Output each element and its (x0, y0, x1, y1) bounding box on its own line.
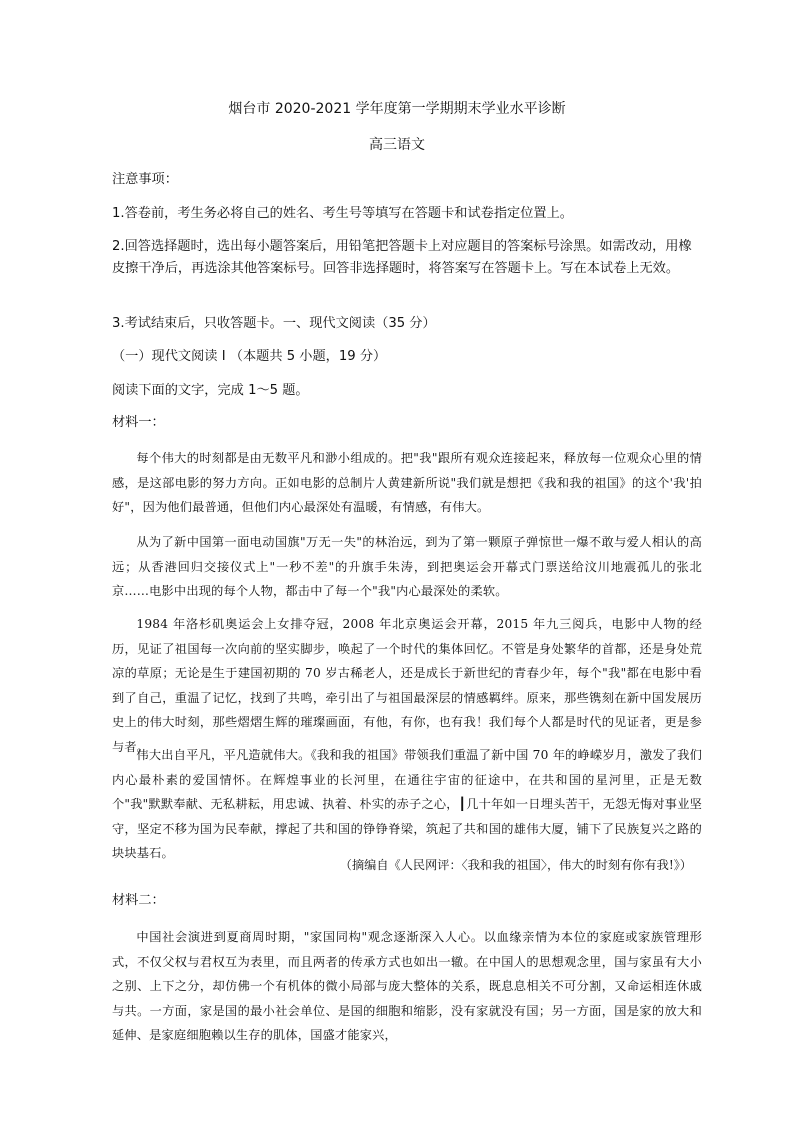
material-2-paragraph-1: 中国社会演进到夏商周时期，"家国同构"观念逐渐深入人心。以血缘亲情为本位的家庭或家族管理形式，不仅父权与君权互为表里，而且两者的传承方式也如出一辙。在中国人的思想观念里，国与家虽有大小之别、上下之分，却仿佛一个有机体的微小局部与庞大整体的关系，既息息相关不可分割，又命运相连休戚与共。一方面，家是国的最小社会单位、是国的细胞和缩影，没有家就没有国；另一方面，国是家的放大和延伸、是家庭细胞赖以生存的肌体，国盛才能家兴， (112, 930, 702, 1042)
material-1-label: 材料一： (112, 415, 165, 430)
material-1-paragraph-4: 伟大出自平凡，平凡造就伟大。《我和我的祖国》带领我们重温了新中国 70 年的峥嵘岁月，激发了我们内心最朴素的爱国情怀。在辉煌事业的长河里，在通往宇宙的征途中，在共和国的星河里，正是无数个"我"默默奉献、无私耕耘，用忠诚、执着、朴实的赤子之心，┃几十年如一日埋头苦干，无怨无悔对事业坚守，坚定不移为国为民奉献，撑起了共和国的铮铮脊梁，筑起了共和国的雄伟大厦，铺下了民族复兴之路的块块基石。 (112, 748, 702, 860)
exam-title: 烟台市 2020-2021 学年度第一学期期末学业水平诊断 (228, 101, 566, 117)
reading-instruction: 阅读下面的文字，完成 1～5 题。 (112, 383, 309, 398)
material-1-paragraph-1: 每个伟大的时刻都是由无数平凡和渺小组成的。把"我"跟所有观众连接起来，释放每一位观众心里的情感，是这部电影的努力方向。正如电影的总制片人黄建新所说"我们就是想把《我和我的祖国》的这个'我'拍好"，因为他们最普通，但他们内心最深处有温暖，有情感，有伟大。 (112, 451, 702, 514)
notice-item-1: 1.答卷前，考生务必将自己的姓名、考生号等填写在答题卡和试卷指定位置上。 (112, 206, 573, 221)
notice-item-2: 2.回答选择题时，选出每小题答案后，用铅笔把答题卡上对应题目的答案标号涂黑。如需改动，用橡皮擦干净后，再选涂其他答案标号。回答非选择题时，将答案写在答题卡上。写在本试卷上无效。 (112, 239, 692, 276)
section-heading: （一）现代文阅读 I （本题共 5 小题，19 分） (112, 349, 387, 364)
material-2-label: 材料二： (112, 893, 165, 908)
material-1-paragraph-3: 1984 年洛杉矶奥运会上女排夺冠，2008 年北京奥运会开幕，2015 年九三阅兵，电影中人物的经历，见证了祖国每一次向前的坚实脚步，唤起了一个时代的集体回忆。不管是身处繁华的首都，还是身处荒凉的草原；无论是生于建国初期的 70 岁古稀老人，还是成长于新世纪的青春少年，每个"我"都在电影中看到了自己，重温了记忆，找到了共鸣，牵引出了与祖国最深层的情感羁绊。原来，那些镌刻在新中国发展历史上的伟大时刻，那些熠熠生辉的璀璨画面，有他，有你，也有我！我们每个人都是时代的见证者，更是参与者。 (112, 617, 702, 754)
exam-subtitle: 高三语文 (369, 137, 425, 153)
notice-heading: 注意事项： (112, 172, 178, 187)
notice-item-3: 3.考试结束后，只收答题卡。一、现代文阅读（35 分） (112, 316, 436, 331)
material-1-source: （摘编自《人民网评：〈我和我的祖国〉，伟大的时刻有你有我!》） (339, 858, 692, 872)
material-1-paragraph-2: 从为了新中国第一面电动国旗"万无一失"的林治远，到为了第一颗原子弹惊世一爆不敢与爱人相认的高远；从香港回归交接仪式上"一秒不差"的升旗手朱涛，到把奥运会开幕式门票送给汶川地震孤儿的张北京……电影中出现的每个人物，都击中了每一个"我"内心最深处的柔软。 (112, 535, 702, 598)
